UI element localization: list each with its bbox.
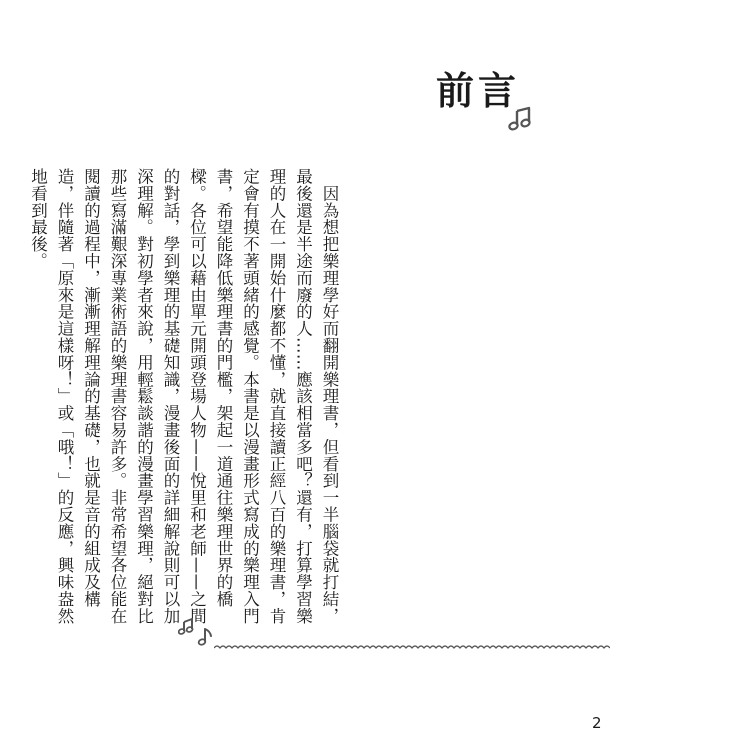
music-note-icon <box>508 106 532 132</box>
page-number: 2 <box>592 714 602 732</box>
preface-body-text: 因為想把樂理學好而翻開樂理書，但看到一半腦袋就打結，最後還是半途而廢的人……應該相當多吧？還有，打算學習樂理的人在一開始什麼都不懂，就直接讀正經八百的樂理書，肯定會有摸不著頭緒的感覺。本書是以漫畫形式寫成的樂理入門書，希望能降低樂理書的門檻，架起一道通往樂理世界的橋樑。各位可以藉由單元開頭登場人物——悅里和老師——之間的對話，學到樂理的基礎知識，漫畫後面的詳細解說則可以加深理解。對初學者來說，用輕鬆談諧的漫畫學習樂理，絕對比那些寫滿艱深專業術語的樂理書容易許多。非常希望各位能在閱讀的過程中，漸漸理解理論的基礎，也就是音的組成及構造，伴隨著「原來是這樣呀！」或「哦！」的反應，興味盎然地看到最後。 <box>28 168 339 625</box>
music-notes-icon <box>178 616 216 648</box>
page-title: 前言 <box>436 69 521 113</box>
wavy-divider <box>214 643 610 653</box>
